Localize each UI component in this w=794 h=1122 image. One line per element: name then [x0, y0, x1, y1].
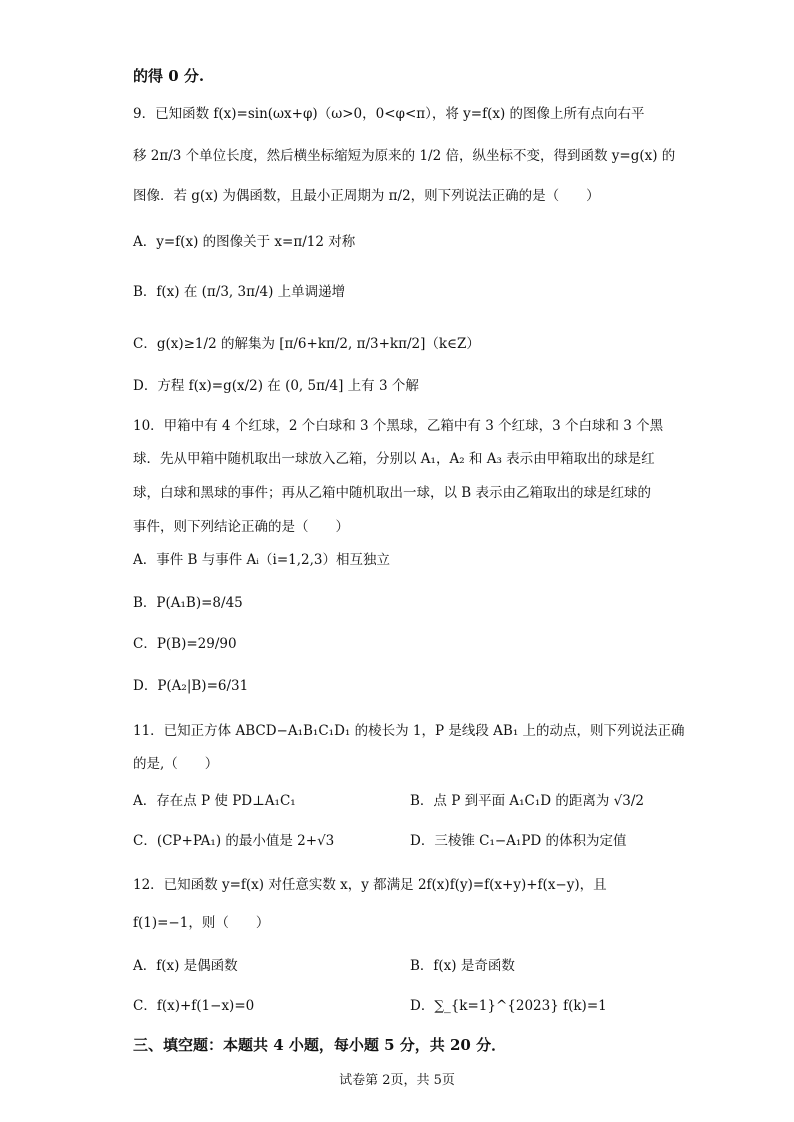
q10-stem-line1: 10．甲箱中有 4 个红球，2 个白球和 3 个黑球，乙箱中有 3 个红球，3 个白球和 3 个黑	[133, 418, 664, 434]
q11-option-b: B．点 P 到平面 A₁C₁D 的距离为 √3/2	[410, 793, 645, 809]
q9-stem-line3: 图像．若 g(x) 为偶函数，且最小正周期为 π/2，则下列说法正确的是（ ）	[133, 188, 600, 204]
q11-stem-line2: 的是,（ ）	[133, 756, 219, 772]
q12-option-c: C．f(x)+f(1−x)=0	[133, 998, 255, 1014]
page-footer: 试卷第 2页，共 5页	[339, 1073, 455, 1088]
q10-stem-line3: 球，白球和黑球的事件；再从乙箱中随机取出一球，以 B 表示由乙箱取出的球是红球的	[133, 485, 652, 501]
q11-option-c: C．(CP+PA₁) 的最小值是 2+√3	[133, 833, 335, 849]
q11-option-d: D．三棱锥 C₁−A₁PD 的体积为定值	[410, 833, 627, 849]
q12-option-b: B．f(x) 是奇函数	[410, 958, 515, 974]
line-prev-ending: 的得 0 分.	[133, 67, 205, 85]
q9-option-c: C．g(x)≥1/2 的解集为 [π/6+kπ/2, π/3+kπ/2]（k∈Z）	[133, 336, 480, 352]
q10-stem-line4: 事件，则下列结论正确的是（ ）	[133, 519, 349, 535]
q9-stem-line2: 移 2π/3 个单位长度，然后横坐标缩短为原来的 1/2 倍，纵坐标不变，得到函数 y=g(x) 的	[133, 148, 676, 164]
q12-stem-line2: f(1)=−1，则（ ）	[133, 915, 270, 931]
q12-stem-line1: 12．已知函数 y=f(x) 对任意实数 x，y 都满足 2f(x)f(y)=f(x+y)+f(x−y)，且	[133, 877, 607, 893]
q9-option-a: A．y=f(x) 的图像关于 x=π/12 对称	[133, 234, 356, 250]
q10-option-a: A．事件 B 与事件 Aᵢ（i=1,2,3）相互独立	[133, 552, 390, 568]
section-3-heading: 三、填空题：本题共 4 小题，每小题 5 分，共 20 分．	[133, 1036, 507, 1054]
q12-option-d: D．∑_{k=1}^{2023} f(k)=1	[410, 998, 607, 1014]
q10-option-d: D．P(A₂|B)=6/31	[133, 678, 249, 694]
q9-stem-line1: 9．已知函数 f(x)=sin(ωx+φ)（ω>0，0<φ<π），将 y=f(x) 的图像上所有点向右平	[133, 106, 645, 122]
q10-option-b: B．P(A₁B)=8/45	[133, 595, 243, 611]
q11-option-a: A．存在点 P 使 PD⊥A₁C₁	[133, 793, 296, 809]
q10-option-c: C．P(B)=29/90	[133, 636, 237, 652]
q11-stem-line1: 11．已知正方体 ABCD−A₁B₁C₁D₁ 的棱长为 1，P 是线段 AB₁ 上的动点，则下列说法正确	[133, 723, 685, 739]
q10-stem-line2: 球．先从甲箱中随机取出一球放入乙箱，分别以 A₁，A₂ 和 A₃ 表示由甲箱取出的球是红	[133, 451, 655, 467]
q9-option-d: D．方程 f(x)=g(x/2) 在 (0, 5π/4] 上有 3 个解	[133, 378, 419, 394]
q9-option-b: B．f(x) 在 (π/3, 3π/4) 上单调递增	[133, 284, 346, 300]
q12-option-a: A．f(x) 是偶函数	[133, 958, 238, 974]
